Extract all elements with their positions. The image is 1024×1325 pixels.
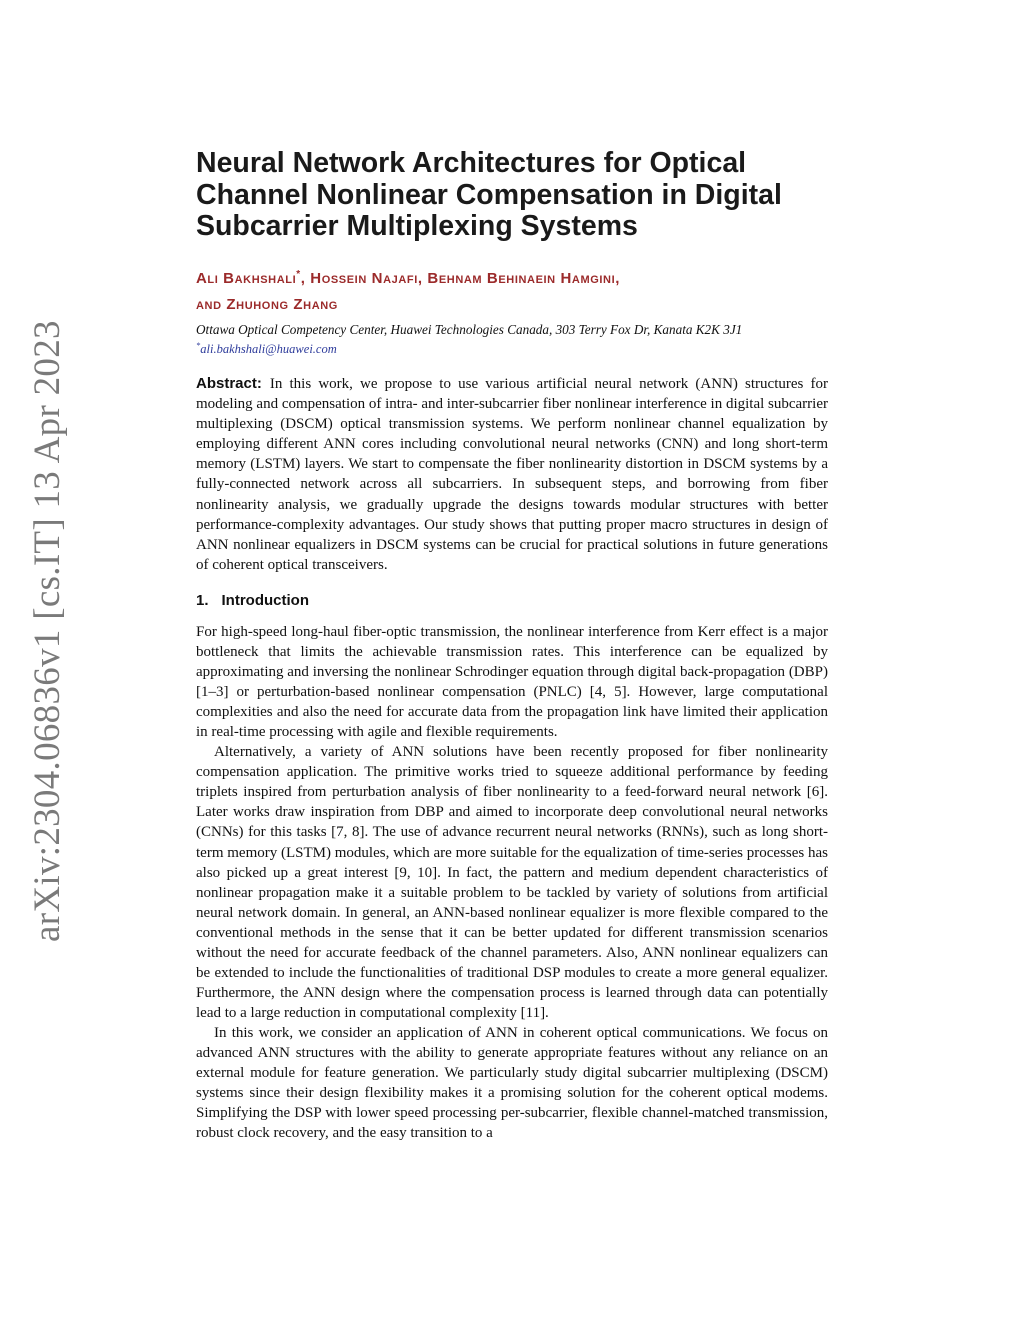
paragraph: In this work, we consider an application of ANN in coherent optical communications. We focus on advanced ANN structures with the ability to generate appropriate features without any reliance on an external module for feature generation. We particularly study digital subcarrier multiplexing (DSCM) systems since their design flexibility makes it a promising solution for the coherent optical modems. Simplifying the DSP with lower speed processing per-subcarrier, flexible channel-matched transmission, robust clock recovery, and the easy transition to a	[196, 1024, 828, 1142]
abstract-text: In this work, we propose to use various artificial neural network (ANN) structures for modeling and compensation of intra- and inter-subcarrier fiber nonlinear interference in digital subcarrier multiplexing (DSCM) optical transmission systems. We perform nonlinear channel equalization by employing different ANN cores including convolutional neural networks (CNN) and long short-term memory (LSTM) layers. We start to compensate the fiber nonlinearity distortion in DSCM systems by a fully-connected network across all subcarriers. In subsequent steps, and borrowing from fiber nonlinearity analysis, we gradually upgrade the designs towards modular structures with better performance-complexity advantages. Our study shows that putting proper macro structures in design of ANN nonlinear equalizers in DSCM systems can be crucial for practical solutions in future generations of coherent optical transceivers.	[196, 376, 828, 573]
paragraph: For high-speed long-haul fiber-optic transmission, the nonlinear interference from Kerr effect is a major bottleneck that limits the achievable transmission rates. This interference can be equalized by approximating and inversing the nonlinear Schrodinger equation through digital back-propagation (DBP) [1–3] or perturbation-based nonlinear compensation (PNLC) [4, 5]. However, large computational complexities and also the need for accurate data from the propagation link have limited their application in real-time processing with agile and flexible requirements.	[196, 624, 828, 741]
author-lead: Ali Bakhshali	[196, 270, 297, 287]
email-mark: *	[196, 340, 201, 350]
author-co-list: , Hossein Najafi, Behnam Behinaein Hamgini,	[300, 270, 621, 287]
section-title: Introduction	[221, 592, 309, 609]
abstract	[196, 374, 828, 575]
introduction-body	[196, 622, 828, 1143]
arxiv-identifier: arXiv:2304.06836v1 [cs.IT] 13 Apr 2023	[27, 320, 68, 942]
section-heading-introduction	[196, 592, 309, 609]
author-email	[196, 338, 836, 357]
corresponding-author-mark: *	[296, 269, 301, 280]
paper-title: Neural Network Architectures for Optical Channel Nonlinear Compensation in Digital Subcarrier Multiplexing Systems	[196, 147, 782, 242]
abstract-label: Abstract:	[196, 375, 262, 392]
author-list	[196, 262, 836, 318]
author-last: and Zhuhong Zhang	[196, 296, 338, 313]
email-address[interactable]: ali.bakhshali@huawei.com	[200, 342, 337, 357]
paragraph: Alternatively, a variety of ANN solutions have been recently proposed for fiber nonlinearity compensation application. The primitive works tried to squeeze additional performance by feeding triplets inspired from perturbation analysis of fiber nonlinearity to a feed-forward neural network [6]. Later works draw inspiration from DBP and aimed to incorporate deep convolutional neural networks (CNNs) for this tasks [7, 8]. The use of advance recurrent neural networks (RNNs), such as long short-term memory (LSTM) modules, which are more suitable for the equalization of time-series processes has also picked up a great interest [9, 10]. In fact, the pattern and medium dependent characteristics of nonlinear propagation make it a suitable problem to be tackled by variety of solutions from artificial neural network domain. In general, an ANN-based nonlinear equalizer is more flexible compared to the conventional methods in the sense that it can be better updated for different transmission scenarios without the need for accurate feedback of the channel parameters. Also, ANN nonlinear equalizers can be extended to include the functionalities of traditional DSP modules to create a more general equalizer. Furthermore, the ANN design where the compensation process is learned through data can potentially lead to a large reduction in computational complexity [11].	[196, 744, 828, 1021]
affiliation: Ottawa Optical Competency Center, Huawei Technologies Canada, 303 Terry Fox Dr, Kanata K2K 3J1	[196, 322, 743, 337]
section-number: 1.	[196, 592, 209, 609]
